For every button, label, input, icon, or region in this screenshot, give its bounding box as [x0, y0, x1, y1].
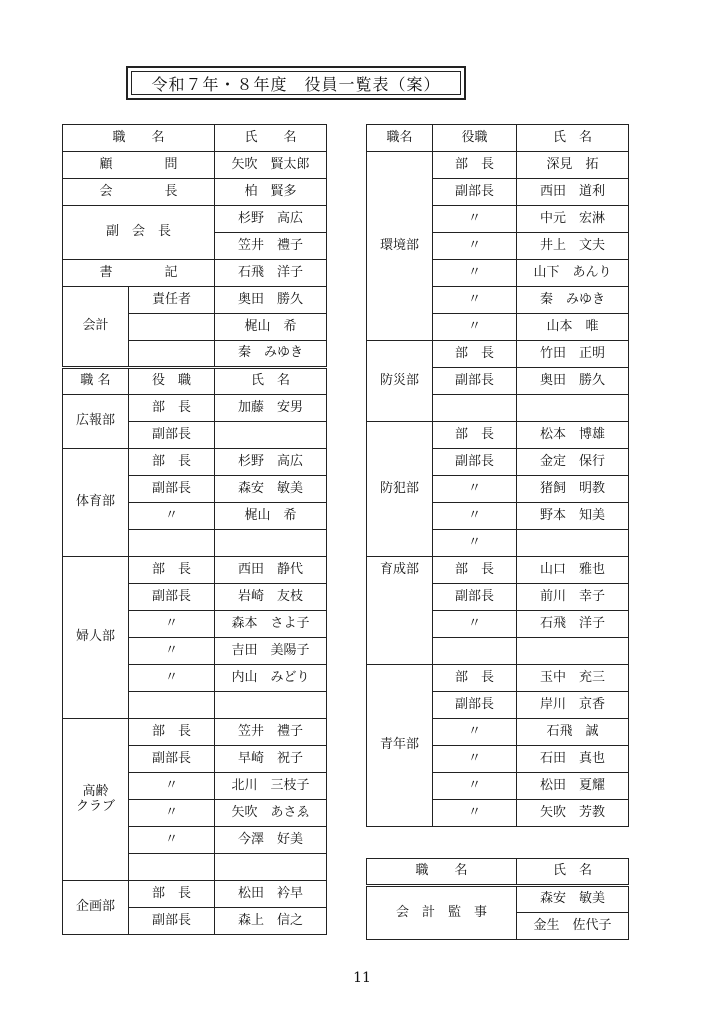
- role: 部 長: [129, 395, 215, 422]
- role: 〃: [433, 476, 517, 503]
- dept-environment: 環境部: [367, 152, 433, 341]
- role: 〃: [433, 719, 517, 746]
- member-name: 秦 みゆき: [517, 287, 629, 314]
- member-name: 西田 道利: [517, 179, 629, 206]
- accounting-role-2: [129, 314, 215, 341]
- header-name: 氏 名: [517, 125, 629, 152]
- accounting-role-3: [129, 341, 215, 368]
- audit-table: [366, 858, 629, 940]
- audit-header-post: 職 名: [367, 859, 517, 886]
- role: 〃: [433, 503, 517, 530]
- member-name: [517, 395, 629, 422]
- role: 副部長: [129, 422, 215, 449]
- member-name: 野本 知美: [517, 503, 629, 530]
- name-secretary: 石飛 洋子: [215, 260, 327, 287]
- role: 〃: [129, 665, 215, 692]
- name-vice-president-1: 杉野 高広: [215, 206, 327, 233]
- role: 副部長: [433, 449, 517, 476]
- role: 〃: [129, 800, 215, 827]
- auditor-name-2: 金生 佐代子: [517, 913, 629, 940]
- sub-header-dept: 職 名: [63, 368, 129, 395]
- role: 副部長: [433, 584, 517, 611]
- role: 〃: [433, 260, 517, 287]
- header-post: 職 名: [63, 125, 215, 152]
- role: [129, 854, 215, 881]
- role: 〃: [129, 827, 215, 854]
- accounting-name-3: 秦 みゆき: [215, 341, 327, 368]
- member-name: 山下 あんり: [517, 260, 629, 287]
- role: 部 長: [433, 341, 517, 368]
- member-name: 早崎 祝子: [215, 746, 327, 773]
- dept-sports: 体育部: [63, 449, 129, 557]
- role: 〃: [433, 746, 517, 773]
- member-name: 岩崎 友枝: [215, 584, 327, 611]
- member-name: [215, 422, 327, 449]
- name-advisor: 矢吹 賢太郎: [215, 152, 327, 179]
- auditor-name-1: 森安 敏美: [517, 886, 629, 913]
- member-name: 金定 保行: [517, 449, 629, 476]
- role: 〃: [129, 503, 215, 530]
- post-secretary: 書 記: [63, 260, 215, 287]
- dept-crime-prevention: 防犯部: [367, 422, 433, 557]
- member-name: 笠井 禮子: [215, 719, 327, 746]
- role: 部 長: [129, 557, 215, 584]
- accounting-label: 会計: [63, 287, 129, 368]
- member-name: 石田 真也: [517, 746, 629, 773]
- role: [129, 530, 215, 557]
- role: 〃: [433, 530, 517, 557]
- dept-disaster-prevention: 防災部: [367, 341, 433, 422]
- member-name: 岸川 京香: [517, 692, 629, 719]
- role: 副部長: [129, 746, 215, 773]
- member-name: 深見 拓: [517, 152, 629, 179]
- member-name: 森上 信之: [215, 908, 327, 935]
- member-name: 西田 静代: [215, 557, 327, 584]
- name-vice-president-2: 笠井 禮子: [215, 233, 327, 260]
- role: 〃: [433, 287, 517, 314]
- right-departments-table: [366, 124, 629, 827]
- role: 副部長: [129, 908, 215, 935]
- member-name: 竹田 正明: [517, 341, 629, 368]
- member-name: 森安 敏美: [215, 476, 327, 503]
- member-name: 松田 衿早: [215, 881, 327, 908]
- member-name: 北川 三枝子: [215, 773, 327, 800]
- header-dept: 職名: [367, 125, 433, 152]
- dept-planning: 企画部: [63, 881, 129, 935]
- audit-header-name: 氏 名: [517, 859, 629, 886]
- member-name: 今澤 好美: [215, 827, 327, 854]
- member-name: 中元 宏淋: [517, 206, 629, 233]
- role: 副部長: [433, 692, 517, 719]
- header-role: 役職: [433, 125, 517, 152]
- sub-header-name: 氏 名: [215, 368, 327, 395]
- page-number: 11: [353, 970, 371, 986]
- role: 副部長: [129, 584, 215, 611]
- audit-post: 会 計 監 事: [367, 886, 517, 940]
- post-president: 会 長: [63, 179, 215, 206]
- member-name: 松本 博雄: [517, 422, 629, 449]
- role: 〃: [129, 773, 215, 800]
- role: 部 長: [433, 422, 517, 449]
- member-name: 石飛 誠: [517, 719, 629, 746]
- member-name: 猪飼 明教: [517, 476, 629, 503]
- role: 副部長: [129, 476, 215, 503]
- role: 〃: [433, 233, 517, 260]
- member-name: 石飛 洋子: [517, 611, 629, 638]
- member-name: 森本 さよ子: [215, 611, 327, 638]
- accounting-role-1: 責任者: [129, 287, 215, 314]
- member-name: 加藤 安男: [215, 395, 327, 422]
- member-name: [215, 692, 327, 719]
- accounting-name-2: 梶山 希: [215, 314, 327, 341]
- member-name: [517, 638, 629, 665]
- role: 〃: [433, 773, 517, 800]
- header-name: 氏 名: [215, 125, 327, 152]
- member-name: 杉野 高広: [215, 449, 327, 476]
- member-name: [215, 530, 327, 557]
- post-vice-president: 副 会 長: [63, 206, 215, 260]
- accounting-name-1: 奥田 勝久: [215, 287, 327, 314]
- role: [433, 638, 517, 665]
- member-name: 内山 みどり: [215, 665, 327, 692]
- role: 副部長: [433, 179, 517, 206]
- role: 〃: [433, 314, 517, 341]
- role: 〃: [433, 206, 517, 233]
- role: [129, 692, 215, 719]
- dept-youth: 青年部: [367, 665, 433, 827]
- role: 〃: [433, 800, 517, 827]
- left-officers-table: [62, 124, 327, 935]
- post-advisor: 顧 問: [63, 152, 215, 179]
- member-name: 矢吹 あさゑ: [215, 800, 327, 827]
- member-name: 矢吹 芳教: [517, 800, 629, 827]
- sub-header-role: 役 職: [129, 368, 215, 395]
- dept-youth-development: 育成部: [367, 557, 433, 665]
- role: 部 長: [433, 557, 517, 584]
- name-president: 柏 賢多: [215, 179, 327, 206]
- role: 〃: [129, 611, 215, 638]
- role: 部 長: [433, 152, 517, 179]
- member-name: 前川 幸子: [517, 584, 629, 611]
- member-name: 梶山 希: [215, 503, 327, 530]
- role: 部 長: [129, 719, 215, 746]
- role: 副部長: [433, 368, 517, 395]
- document-title: 令和７年・８年度 役員一覧表（案）: [151, 74, 441, 94]
- member-name: 奥田 勝久: [517, 368, 629, 395]
- role: 部 長: [433, 665, 517, 692]
- dept-senior-club: 高齢 クラブ: [63, 719, 129, 881]
- member-name: [517, 530, 629, 557]
- role: 部 長: [129, 449, 215, 476]
- role: 〃: [129, 638, 215, 665]
- role: [433, 395, 517, 422]
- dept-womens: 婦人部: [63, 557, 129, 719]
- role: 〃: [433, 611, 517, 638]
- member-name: 吉田 美陽子: [215, 638, 327, 665]
- member-name: 玉中 充三: [517, 665, 629, 692]
- dept-pr: 広報部: [63, 395, 129, 449]
- member-name: 松田 夏耀: [517, 773, 629, 800]
- role: 部 長: [129, 881, 215, 908]
- member-name: 山口 雅也: [517, 557, 629, 584]
- document-title-box: [126, 66, 466, 100]
- member-name: 山本 唯: [517, 314, 629, 341]
- member-name: 井上 文夫: [517, 233, 629, 260]
- member-name: [215, 854, 327, 881]
